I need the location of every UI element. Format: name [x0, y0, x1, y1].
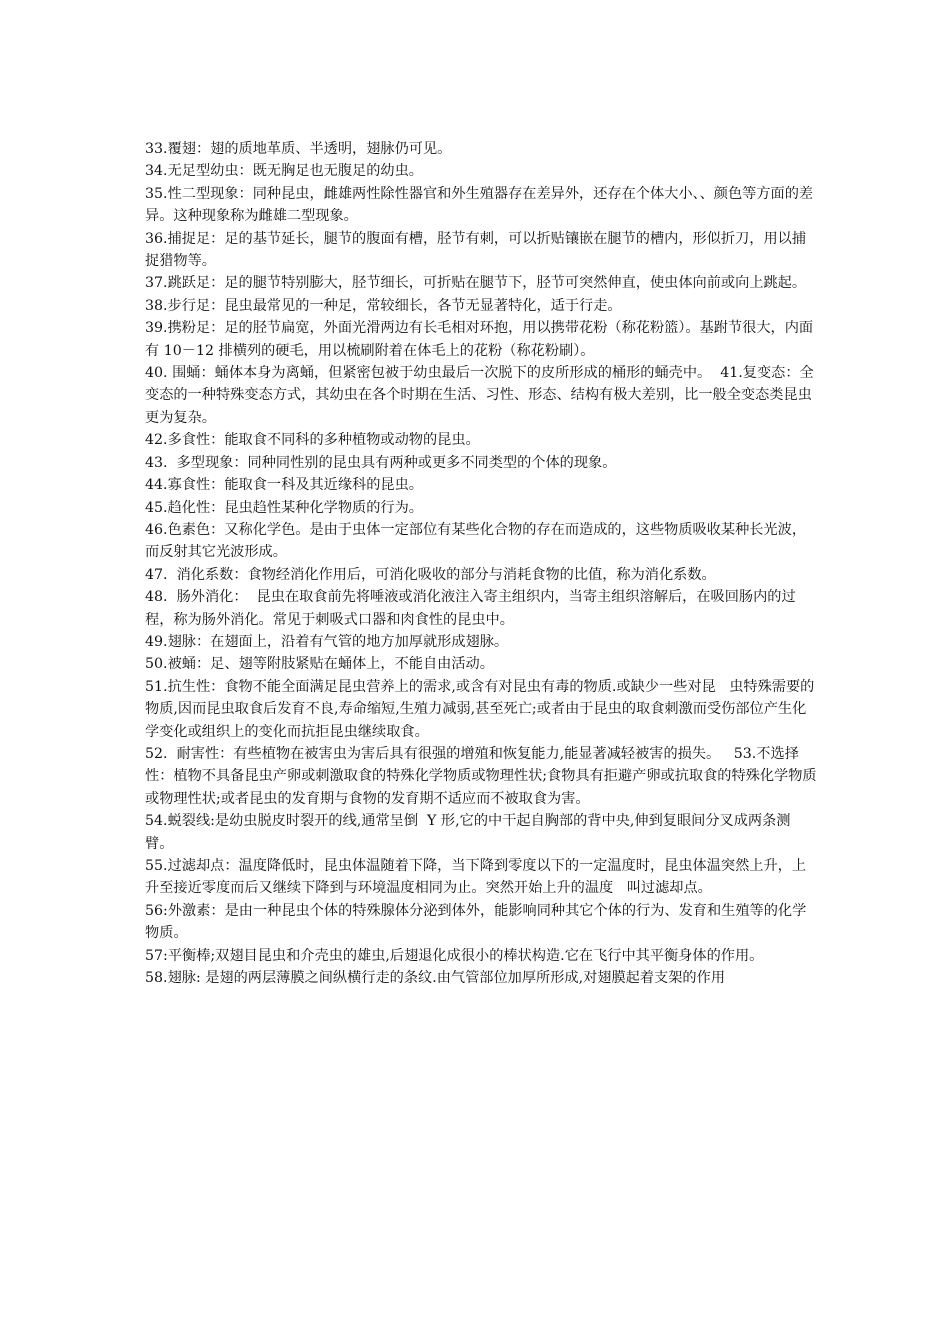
entry-51: 51.抗生性：食物不能全面满足昆虫营养上的需求,或含有对昆虫有毒的物质.或缺少一些对昆 虫特殊需要的物质,因而昆虫取食后发育不良,寿命缩短,生殖力减弱,甚至死亡;或者由于昆虫的取食刺激而受伤部位产生化学变化或组织上的变化而抗拒昆虫继续取食。 — [145, 678, 815, 740]
entry-33: 33.覆翅：翅的质地革质、半透明，翅脉仍可见。 — [145, 141, 452, 157]
entry-49: 49.翅脉：在翅面上，沿着有气管的地方加厚就形成翅脉。 — [145, 633, 509, 650]
entry-48: 48. 肠外消化： 昆虫在取食前先将唾液或消化液注入寄主组织内，当寄主组织溶解后，在吸回肠内的过程，称为肠外消化。常见于刺吸式口器和肉食性的昆虫中。 — [145, 589, 796, 628]
glossary-text — [145, 138, 817, 989]
entry-45: 45.趋化性：昆虫趋性某种化学物质的行为。 — [145, 499, 423, 516]
entry-36: 36.捕捉足：足的基节延长，腿节的腹面有槽，胫节有刺，可以折贴镶嵌在腿节的槽内，形似折刀，用以捕捉猎物等。 — [145, 230, 807, 270]
entry-39: 39.携粉足：足的胫节扁宽，外面光滑两边有长毛相对环抱，用以携带花粉（称花粉篮）。基跗节很大，内面有 10－12 排横列的硬毛，用以梳刷附着在体毛上的花粉（称花粉刷）。 — [145, 320, 814, 359]
entry-47: 47. 消化系数：食物经消化作用后，可消化吸收的部分与消耗食物的比值，称为消化系数。 — [145, 566, 716, 583]
entry-42: 42.多食性：能取食不同科的多种植物或动物的昆虫。 — [145, 432, 480, 449]
entry-50: 50.被蛹：足、翅等附肢紧贴在蛹体上，不能自由活动。 — [145, 656, 494, 673]
entry-55: 55.过滤却点：温度降低时，昆虫体温随着下降，当下降到零度以下的一定温度时，昆虫体温突然上升，上升至接近零度而后又继续下降到与环境温度相同为止。突然开始上升的温度 叫过滤却点。 — [145, 858, 807, 897]
entry-38: 38.步行足：昆虫最常见的一种足，常较细长，各节无显著特化，适于行走。 — [145, 297, 622, 314]
entry-44: 44.寡食性：能取食一科及其近缘科的昆虫。 — [145, 477, 423, 494]
entry-40-41: 40. 围蛹：蛹体本身为离蛹，但紧密包被于幼虫最后一次脱下的皮所形成的桶形的蛹壳中。 41.复变态：全变态的一种特殊变态方式，其幼虫在各个时期在生活、习性、形态、结构有极大差别，比一般全变态类昆虫更为复杂。 — [145, 365, 814, 426]
entry-37: 37.跳跃足：足的腿节特别膨大，胫节细长，可折贴在腿节下，胫节可突然伸直，使虫体向前或向上跳起。 — [145, 275, 807, 292]
entry-52-53: 52. 耐害性：有些植物在被害虫为害后具有很强的增殖和恢复能力,能显著减轻被害的损失。 53.不选择性：植物不具备昆虫产卵或刺激取食的特殊化学物质或物理性状;食物具有拒避产卵或抗取食的特殊化学物质或物理性状;或者昆虫的发育期与食物的发育期不适应而不被取食为害。 — [145, 745, 817, 807]
entry-46: 46.色素色：又称化学色。是由于虫体一定部位有某些化合物的存在而造成的，这些物质吸收某种长光波，而反射其它光波形成。 — [145, 521, 807, 561]
entry-34: 34.无足型幼虫：既无胸足也无腹足的幼虫。 — [145, 163, 423, 180]
entry-54: 54.蜕裂线:是幼虫脱皮时裂开的线,通常呈倒 Y 形,它的中干起自胸部的背中央,伸到复眼间分叉成两条测臂。 — [145, 813, 791, 852]
entry-58: 58.翅脉: 是翅的两层薄膜之间纵横行走的条纹.由气管部位加厚所形成,对翅膜起着支架的作用 — [145, 970, 726, 987]
entry-35: 35.性二型现象：同种昆虫，雌雄两性除性器官和外生殖器存在差异外，还存在个体大小、、颜色等方面的差异。这种现象称为雌雄二型现象。 — [145, 185, 814, 225]
entry-57: 57:平衡棒;双翅目昆虫和介壳虫的雄虫,后翅退化成很小的棒状构造.它在飞行中其平衡身体的作用。 — [145, 947, 764, 964]
entry-56: 56:外激素：是由一种昆虫个体的特殊腺体分泌到体外，能影响同种其它个体的行为、发育和生殖等的化学物质。 — [145, 902, 807, 942]
entry-43: 43. 多型现象：同种同性别的昆虫具有两种或更多不同类型的个体的现象。 — [145, 454, 617, 471]
